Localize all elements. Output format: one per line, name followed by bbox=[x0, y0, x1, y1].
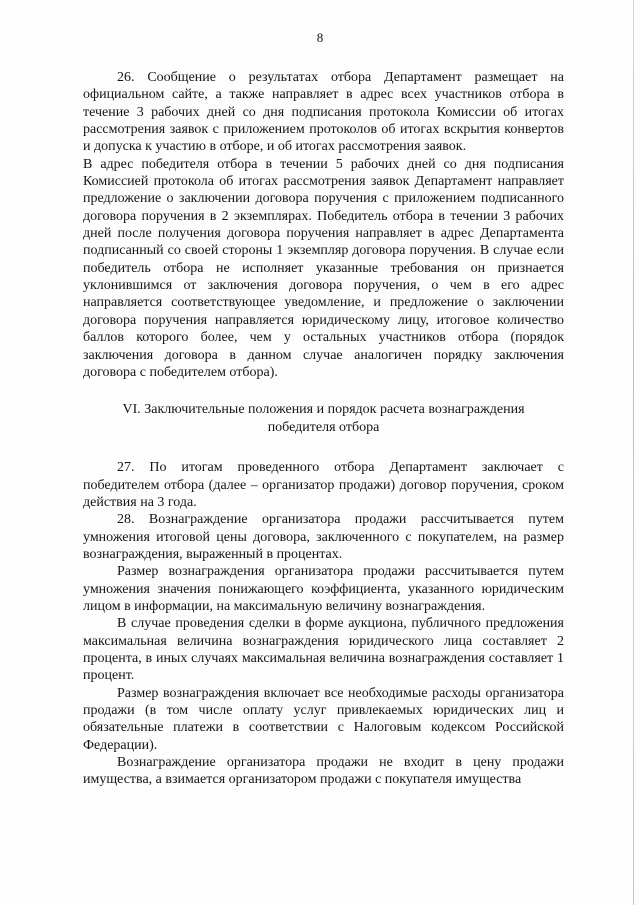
page-number: 8 bbox=[316, 30, 324, 45]
paragraph-reward-not-included: Вознаграждение организатора продажи не входит в цену продажи имущества, а взимается организатором продажи с покупателя имущества bbox=[83, 755, 564, 788]
paragraph-28: 28. Вознаграждение организатора продажи рассчитывается путем умножения итоговой цены договора, заключенного с покупателем, на размер вознаграждения, выраженный в процентах. bbox=[83, 512, 564, 562]
page-edge bbox=[633, 0, 634, 905]
paragraph-27: 27. По итогам проведенного отбора Департамент заключает с победителем отбора (далее – организатор продажи) договор поручения, сроком действия на 3 года. bbox=[83, 460, 564, 510]
section-heading bbox=[83, 401, 564, 437]
section-heading-line1: VI. Заключительные положения и порядок расчета вознаграждения bbox=[122, 402, 525, 418]
document-body bbox=[83, 69, 564, 789]
paragraph-reward-includes: Размер вознаграждения включает все необходимые расходы организатора продажи (в том числе оплату услуг привлекаемых юридических лиц и обязательные платежи в соответствии с Налоговым кодексом Российской Федерации). bbox=[83, 685, 564, 753]
paragraph-auction-case: В случае проведения сделки в форме аукциона, публичного предложения максимальная величина вознаграждения юридического лица составляет 2 процента, в иных случаях максимальная величина вознаграждения составляет 1 процент. bbox=[83, 616, 564, 684]
paragraph-26-continuation: В адрес победителя отбора в течении 5 рабочих дней со дня подписания Комиссией протокола об итогах рассмотрения заявок Департамент направляет предложение о заключении договора поручения с приложением подписанного договора поручения в 2 экземплярах. Победитель отбора в течении 3 рабочих дней после получения договора поручения направляет в адрес Департамента подписанный со своей стороны 1 экземпляр договора поручения. В случае если победитель отбора не исполняет указанные требования он признается уклонившимся от заключения договора поручения, о чем в его адрес направляется соответствующее уведомление, и предложение о заключении договора поручения направляется юридическому лицу, итоговое количество баллов которого более, чем у остальных участников отбора (порядок заключения договора в данном случае аналогичен порядку заключения договора с победителем отбора). bbox=[83, 156, 564, 380]
section-heading-line2: победителя отбора bbox=[267, 420, 380, 436]
paragraph-26: 26. Сообщение о результатах отбора Департамент размещает на официальном сайте, а также направляет в адрес всех участников отбора в течение 3 рабочих дней со дня подписания протокола Комиссии об итогах рассмотрения заявок с приложением протоколов об итогах вскрытия конвертов и допуска к участию в отборе, и об итогах рассмотрения заявок. bbox=[83, 70, 564, 155]
paragraph-reward-calculation: Размер вознаграждения организатора продажи рассчитывается путем умножения значения понижающего коэффициента, указанного юридическим лицом в информации, на максимальную величину вознаграждения. bbox=[83, 564, 564, 614]
